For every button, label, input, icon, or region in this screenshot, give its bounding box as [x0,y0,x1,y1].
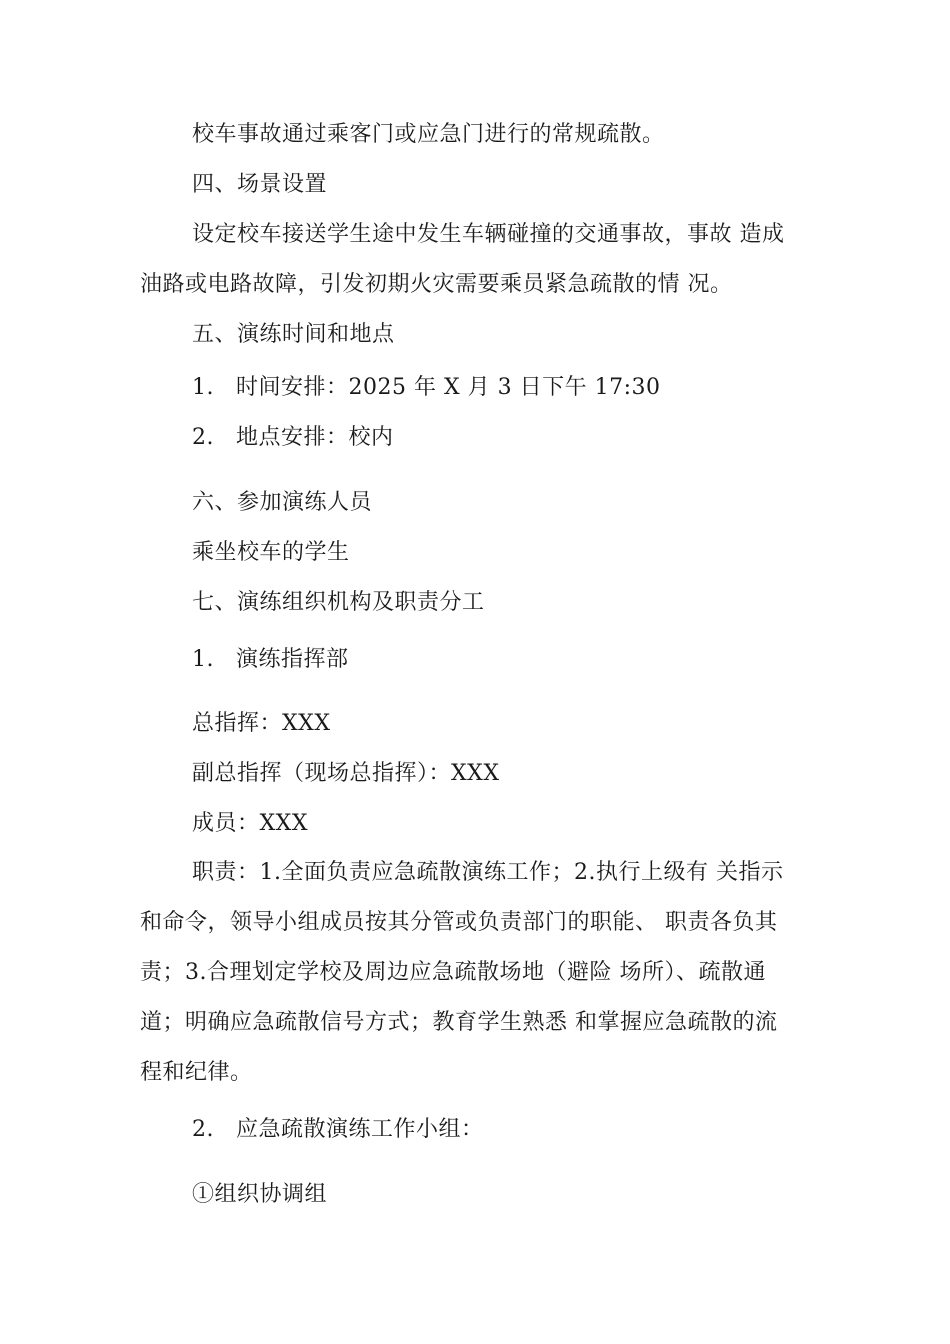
list-item-number: 2. [192,425,214,450]
section-number: 2. [192,1117,214,1142]
duty-line-1: 职责：1.全面负责应急疏散演练工作；2.执行上级有 关指示 [192,860,784,885]
paragraph-scene-line-1: 设定校车接送学生途中发生车辆碰撞的交通事故，事故 造成 [192,222,785,247]
list-item-number: 1. [192,375,214,400]
heading-scene-setting: 四、场景设置 [192,172,328,197]
heading-organization: 七、演练组织机构及职责分工 [192,590,485,615]
list-item-text: 时间安排：2025 年 X 月 3 日下午 17:30 [236,375,661,400]
paragraph-scene-line-2: 油路或电路故障，引发初期火灾需要乘员紧急疏散的情 况。 [140,272,733,297]
heading-time-place: 五、演练时间和地点 [192,322,395,347]
commander-line: 总指挥：XXX [192,711,331,736]
duty-line-4: 道；明确应急疏散信号方式；教育学生熟悉 和掌握应急疏散的流 [140,1010,778,1035]
members-line: 成员：XXX [192,811,308,836]
section-command-center [192,645,349,675]
list-item-place [192,423,394,453]
heading-participants: 六、参加演练人员 [192,490,373,515]
list-item-text: 地点安排：校内 [236,425,394,450]
paragraph-continuation: 校车事故通过乘客门或应急门进行的常规疏散。 [192,122,665,147]
group-coordination: ①组织协调组 [192,1182,328,1207]
section-working-groups [192,1115,484,1145]
section-number: 1. [192,647,214,672]
paragraph-participants: 乘坐校车的学生 [192,540,350,565]
section-title: 演练指挥部 [236,647,349,672]
section-title: 应急疏散演练工作小组： [236,1117,484,1142]
vice-commander-line: 副总指挥（现场总指挥）：XXX [192,761,500,786]
duty-line-5: 程和纪律。 [140,1060,253,1085]
list-item-time [192,373,661,403]
duty-line-3: 责；3.合理划定学校及周边应急疏散场地（避险 场所）、疏散通 [140,960,766,985]
duty-line-2: 和命令，领导小组成员按其分管或负责部门的职能、 职责各负其 [140,910,778,935]
